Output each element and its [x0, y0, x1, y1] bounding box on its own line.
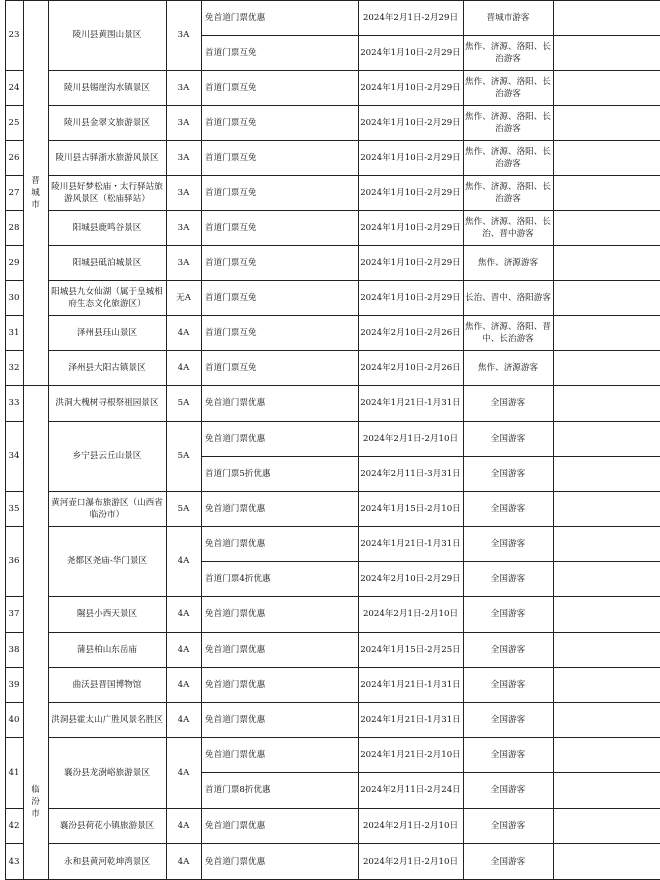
target-visitors: 全国游客	[490, 433, 526, 444]
row-number: 41	[8, 767, 20, 778]
row-number: 28	[8, 222, 20, 233]
target-visitors: 焦作、济源、洛阳、长治游客	[465, 146, 551, 169]
row-number: 33	[8, 398, 20, 408]
row-number: 40	[8, 714, 20, 725]
row-number: 34	[8, 451, 20, 461]
target-visitors: 焦作、济源、洛阳、长治游客	[465, 41, 551, 64]
discount-policy: 首道门票互免	[205, 82, 257, 93]
scenic-level: 4A	[177, 714, 190, 725]
discount-policy: 免首道门票优惠	[205, 433, 266, 444]
discount-policy: 首道门票互免	[205, 222, 257, 233]
target-visitors: 全国游客	[490, 468, 526, 479]
scenic-level: 4A	[177, 362, 190, 373]
scenic-level: 3A	[177, 187, 190, 198]
discount-policy: 免首道门票优惠	[205, 609, 266, 619]
discount-policy: 首道门票互免	[205, 47, 257, 58]
target-visitors: 全国游客	[490, 644, 526, 655]
valid-period: 2024年1月15日-2月10日	[360, 503, 461, 514]
row-number: 32	[8, 362, 20, 373]
scenic-level: 4A	[177, 679, 190, 690]
scenic-spot-name: 襄汾县荷花小镇旅游景区	[59, 820, 155, 831]
valid-period: 2024年1月10日-2月29日	[360, 292, 461, 303]
valid-period: 2024年1月10日-2月29日	[360, 257, 461, 268]
scenic-level: 4A	[177, 820, 190, 831]
row-number: 35	[8, 503, 20, 514]
scenic-level: 4A	[177, 556, 190, 566]
grid-line	[553, 0, 554, 880]
scenic-level: 3A	[177, 30, 190, 40]
discount-policy: 免首道门票优惠	[205, 12, 266, 23]
scenic-spot-name: 尧都区尧庙-华门景区	[66, 556, 148, 566]
discount-policy: 免首道门票优惠	[205, 538, 266, 549]
valid-period: 2024年1月10日-2月29日	[360, 187, 461, 198]
discount-policy: 免首道门票优惠	[205, 679, 266, 690]
scenic-level: 4A	[177, 856, 190, 867]
city-name-char: 晋	[31, 175, 40, 186]
row-number: 36	[8, 556, 20, 566]
discount-policy: 免首道门票优惠	[205, 749, 266, 760]
valid-period: 2024年1月21日-2月10日	[360, 749, 461, 760]
valid-period: 2024年2月1日-2月10日	[362, 856, 459, 867]
discount-policy: 首道门票4折优惠	[205, 573, 271, 584]
scenic-spot-name: 乡宁县云丘山景区	[72, 451, 142, 461]
city-name-char: 市	[31, 199, 40, 210]
city-name-char: 汾	[31, 797, 40, 807]
scenic-level: 5A	[177, 398, 190, 408]
valid-period: 2024年2月10日-2月26日	[360, 327, 461, 338]
row-number: 25	[8, 117, 20, 128]
valid-period: 2024年1月10日-2月29日	[360, 222, 461, 233]
valid-period: 2024年1月10日-2月29日	[360, 117, 461, 128]
row-number: 31	[8, 327, 20, 338]
discount-policy: 首道门票5折优惠	[205, 468, 271, 479]
row-number: 43	[8, 856, 20, 867]
scenic-spot-name: 陵川县好梦松庙・太行驿站旅游风景区（松庙驿站）	[51, 181, 163, 204]
target-visitors: 焦作、济源、洛阳、长治游客	[465, 181, 551, 204]
row-number: 29	[8, 257, 20, 268]
valid-period: 2024年1月15日-2月25日	[360, 644, 461, 655]
scenic-level: 4A	[177, 767, 190, 778]
scenic-level: 3A	[177, 152, 190, 163]
scenic-level: 3A	[177, 222, 190, 233]
discount-policy: 免首道门票优惠	[205, 644, 266, 655]
target-visitors: 全国游客	[490, 503, 526, 514]
target-visitors: 焦作、济源游客	[477, 257, 539, 268]
scenic-spot-name: 襄汾县龙澍峪旅游景区	[64, 767, 150, 778]
scenic-spot-name: 曲沃县晋国博物馆	[72, 679, 142, 690]
scenic-level: 4A	[177, 644, 190, 655]
valid-period: 2024年2月1日-2月10日	[362, 433, 459, 444]
scenic-spot-name: 蒲县柏山东岳庙	[76, 644, 138, 655]
scenic-spot-name: 永和县黄河乾坤湾景区	[64, 856, 150, 867]
discount-policy: 首道门票互免	[205, 187, 257, 198]
target-visitors: 全国游客	[490, 749, 526, 760]
city-name-char: 城	[31, 187, 40, 198]
target-visitors: 全国游客	[490, 679, 526, 690]
scenic-spot-name: 泽州县珏山景区	[76, 327, 138, 338]
scenic-level: 5A	[177, 503, 190, 514]
city-name-char: 临	[31, 785, 40, 795]
valid-period: 2024年2月1日-2月29日	[362, 12, 459, 23]
row-number: 39	[8, 679, 20, 690]
valid-period: 2024年1月10日-2月29日	[360, 82, 461, 93]
target-visitors: 焦作、济源、洛阳、长治游客	[465, 111, 551, 134]
valid-period: 2024年1月21日-1月31日	[360, 538, 461, 549]
row-number: 27	[8, 187, 20, 198]
valid-period: 2024年2月11日-2月24日	[360, 785, 461, 795]
target-visitors: 全国游客	[490, 609, 526, 619]
valid-period: 2024年1月21日-1月31日	[360, 398, 461, 408]
row-number: 23	[8, 30, 20, 40]
discount-policy: 首道门票8折优惠	[205, 785, 271, 795]
discount-policy: 首道门票互免	[205, 327, 257, 338]
discount-policy: 免首道门票优惠	[205, 856, 266, 867]
discount-policy: 免首道门票优惠	[205, 714, 266, 725]
scenic-spot-name: 黄河壶口瀑布旅游区（山西省临汾市）	[51, 497, 163, 520]
scenic-spot-name: 陵川县黄围山景区	[72, 30, 142, 40]
target-visitors: 全国游客	[490, 785, 526, 795]
discount-policy: 首道门票互免	[205, 292, 257, 303]
valid-period: 2024年1月10日-2月29日	[360, 47, 461, 58]
discount-policy: 首道门票互免	[205, 117, 257, 128]
scenic-spot-name: 泽州县大阳古镇景区	[68, 362, 146, 373]
scenic-level: 5A	[177, 451, 190, 461]
target-visitors: 焦作、济源、洛阳、晋中、长治游客	[465, 321, 551, 344]
scenic-spot-name: 阳城县鹿鸣谷景区	[72, 222, 142, 233]
valid-period: 2024年2月1日-2月10日	[362, 609, 459, 619]
target-visitors: 全国游客	[490, 714, 526, 725]
discount-policy: 免首道门票优惠	[205, 820, 266, 831]
row-number: 24	[8, 82, 20, 93]
valid-period: 2024年2月1日-2月10日	[362, 820, 459, 831]
scenic-spot-name: 陵川县锡崖沟水镇景区	[64, 82, 150, 93]
scenic-spot-name: 阳城县砥泊城景区	[72, 257, 142, 268]
scenic-spot-name: 洪洞大槐树寻根祭祖园景区	[55, 398, 159, 408]
discount-policy: 免首道门票优惠	[205, 398, 266, 408]
scenic-spot-name: 洪洞县霍太山广胜风景名胜区	[51, 714, 163, 725]
discount-policy: 首道门票互免	[205, 257, 257, 268]
target-visitors: 全国游客	[490, 820, 526, 831]
target-visitors: 晋城市游客	[486, 12, 530, 23]
valid-period: 2024年2月10日-2月26日	[360, 362, 461, 373]
target-visitors: 全国游客	[490, 538, 526, 549]
target-visitors: 全国游客	[490, 573, 526, 584]
scenic-level: 3A	[177, 257, 190, 268]
valid-period: 2024年1月10日-2月29日	[360, 152, 461, 163]
row-number: 38	[8, 644, 20, 655]
target-visitors: 焦作、济源游客	[477, 362, 539, 373]
scenic-level: 无A	[176, 292, 191, 303]
city-cell	[23, 385, 48, 880]
target-visitors: 焦作、济源、洛阳、长治游客	[465, 76, 551, 99]
city-name-char: 市	[31, 809, 40, 819]
scenic-level: 3A	[177, 117, 190, 128]
row-number: 37	[8, 609, 20, 619]
row-number: 30	[8, 292, 20, 303]
valid-period: 2024年2月11日-3月31日	[360, 468, 461, 479]
valid-period: 2024年1月21日-1月31日	[360, 679, 461, 690]
discount-policy: 首道门票互免	[205, 362, 257, 373]
scenic-level: 4A	[177, 609, 190, 619]
scenic-level: 4A	[177, 327, 190, 338]
scenic-spot-name: 陵川县金翠文旅游景区	[64, 117, 150, 128]
row-number: 26	[8, 152, 20, 163]
discount-policy: 免首道门票优惠	[205, 503, 266, 514]
valid-period: 2024年1月21日-1月31日	[360, 714, 461, 725]
scenic-level: 3A	[177, 82, 190, 93]
city-cell	[23, 0, 48, 385]
target-visitors: 焦作、济源、洛阳、长治、晋中游客	[465, 216, 551, 239]
target-visitors: 全国游客	[490, 856, 526, 867]
discount-policy: 首道门票互免	[205, 152, 257, 163]
scenic-spot-name: 阳城县九女仙湖（属于皇城相府生态文化旅游区）	[51, 286, 163, 309]
scenic-spot-name: 陵川县古驿浙水旅游风景区	[55, 152, 159, 163]
target-visitors: 长治、晋中、洛阳游客	[465, 292, 551, 303]
row-number: 42	[8, 820, 20, 831]
target-visitors: 全国游客	[490, 398, 526, 408]
scenic-spot-name: 隰县小西天景区	[76, 609, 138, 619]
valid-period: 2024年2月10日-2月29日	[360, 573, 461, 584]
